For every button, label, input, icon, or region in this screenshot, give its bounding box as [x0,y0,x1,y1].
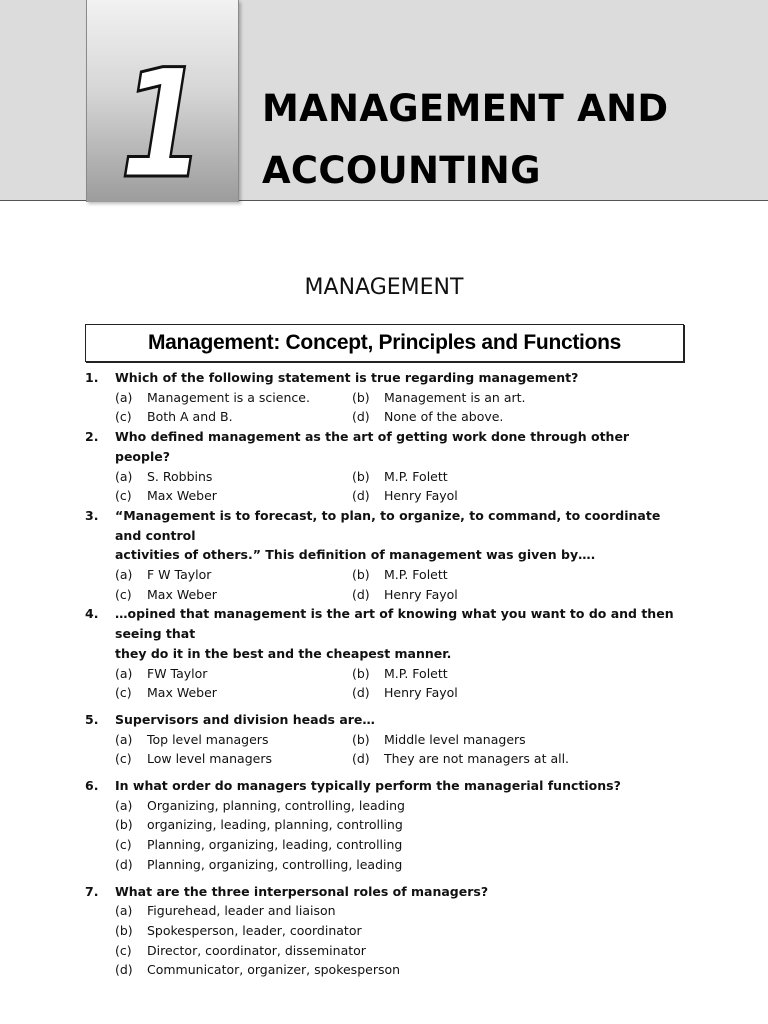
option-label: (d) [115,856,133,872]
option-label: (b) [352,567,370,583]
question-number: 2. [85,429,99,445]
option-b [352,467,448,487]
option-a [115,388,352,408]
question-list [85,368,685,980]
option-text: Middle level managers [384,731,526,747]
option-label: (c) [115,751,132,767]
option-label: (a) [115,797,133,813]
option-label: (c) [115,837,132,853]
option-c [115,585,352,605]
option-label: (b) [352,389,370,405]
option-text: Director, coordinator, disseminator [147,942,366,958]
option-c [115,683,352,703]
option-c [115,486,352,506]
option-label: (b) [115,817,133,833]
option-a [115,467,352,487]
option-a [115,565,352,585]
option-list [115,664,685,703]
option-a [115,730,352,750]
chapter-header [0,0,768,212]
option-c [115,941,366,961]
option-d [352,749,569,769]
question-text: In what order do managers typically perform the managerial functions? [115,778,621,794]
question-text: Who defined management as the art of getting work done through other people? [115,429,630,464]
option-label: (c) [115,942,132,958]
option-text: FW Taylor [147,665,208,681]
option-b [115,921,362,941]
chapter-title-line1: MANAGEMENT AND [262,87,669,130]
question-3 [85,506,685,605]
option-b [352,565,448,585]
option-label: (c) [115,586,132,602]
option-text: Low level managers [147,751,272,767]
option-list [115,730,685,769]
question-text-continued: they do it in the best and the cheapest manner. [115,645,452,661]
chapter-title-line2: ACCOUNTING [262,149,541,192]
option-text: Henry Fayol [384,685,458,701]
option-label: (c) [115,685,132,701]
option-text: M.P. Folett [384,468,448,484]
option-b [115,815,403,835]
chapter-title [262,78,668,202]
option-label: (d) [352,685,370,701]
option-text: None of the above. [384,409,504,425]
option-list [115,388,685,427]
question-number: 6. [85,778,99,794]
option-label: (d) [352,586,370,602]
option-text: Figurehead, leader and liaison [147,903,336,919]
option-text: Max Weber [147,685,217,701]
option-label: (d) [352,409,370,425]
question-5 [85,710,685,769]
option-c [115,835,402,855]
option-text: Communicator, organizer, spokesperson [147,962,401,978]
question-number: 4. [85,606,99,622]
question-6 [85,776,685,875]
question-text: Supervisors and division heads are… [115,711,375,727]
option-text: Planning, organizing, leading, controlling [147,837,403,853]
option-text: Planning, organizing, controlling, leading [147,856,403,872]
option-label: (b) [352,731,370,747]
option-b [352,664,448,684]
question-text: “Management is to forecast, to plan, to organize, to command, to coordinate and control [115,507,661,543]
option-text: Management is an art. [384,389,526,405]
option-text: Top level managers [147,731,269,747]
option-label: (d) [352,751,370,767]
option-a [115,796,405,816]
question-7 [85,882,685,981]
topic-box [85,324,684,362]
option-d [352,683,458,703]
option-list [115,796,685,875]
option-d [115,960,400,980]
option-label: (a) [115,903,133,919]
option-c [115,407,352,427]
section-heading: MANAGEMENT [304,275,464,300]
question-1 [85,368,685,427]
option-label: (a) [115,665,133,681]
option-text: Management is a science. [147,389,310,405]
question-number: 3. [85,507,99,523]
option-text: Henry Fayol [384,586,458,602]
option-text: Max Weber [147,586,217,602]
option-label: (c) [115,409,132,425]
option-text: M.P. Folett [384,567,448,583]
option-text: organizing, leading, planning, controlling [147,817,403,833]
option-label: (d) [115,962,133,978]
option-d [115,855,402,875]
option-label: (a) [115,731,133,747]
question-2 [85,427,685,506]
question-text: Which of the following statement is true regarding management? [115,370,579,385]
option-list [115,467,685,506]
option-d [352,585,458,605]
option-label: (c) [115,488,132,504]
option-text: They are not managers at all. [384,751,570,767]
question-4 [85,604,685,703]
option-a [115,901,336,921]
option-text: M.P. Folett [384,665,448,681]
option-label: (a) [115,567,133,583]
option-label: (b) [115,922,133,938]
question-number: 7. [85,883,99,899]
option-text: S. Robbins [147,468,213,484]
option-text: Max Weber [147,488,217,504]
option-d [352,407,503,427]
option-b [352,730,526,750]
chapter-number-box [86,0,239,212]
topic-title: Management: Concept, Principles and Functions [147,331,622,354]
option-c [115,749,352,769]
option-d [352,486,458,506]
option-label: (d) [352,488,370,504]
option-text: Spokesperson, leader, coordinator [147,922,362,938]
question-number: 1. [85,370,99,385]
option-list [115,901,685,980]
question-text: What are the three interpersonal roles of managers? [115,883,489,899]
option-text: Both A and B. [147,409,233,425]
option-text: Henry Fayol [384,488,458,504]
option-label: (a) [115,389,133,405]
option-label: (b) [352,468,370,484]
option-label: (a) [115,468,133,484]
question-number: 5. [85,711,99,727]
question-text-continued: activities of others.” This definition of management was given by…. [115,547,596,563]
chapter-number: 1 [119,38,206,212]
option-label: (b) [352,665,370,681]
option-a [115,664,352,684]
option-text: Organizing, planning, controlling, leading [147,797,405,813]
option-list [115,565,685,604]
question-text: …opined that management is the art of knowing what you want to do and then seeing that [115,606,674,642]
option-text: F W Taylor [147,567,212,583]
option-b [352,388,526,408]
